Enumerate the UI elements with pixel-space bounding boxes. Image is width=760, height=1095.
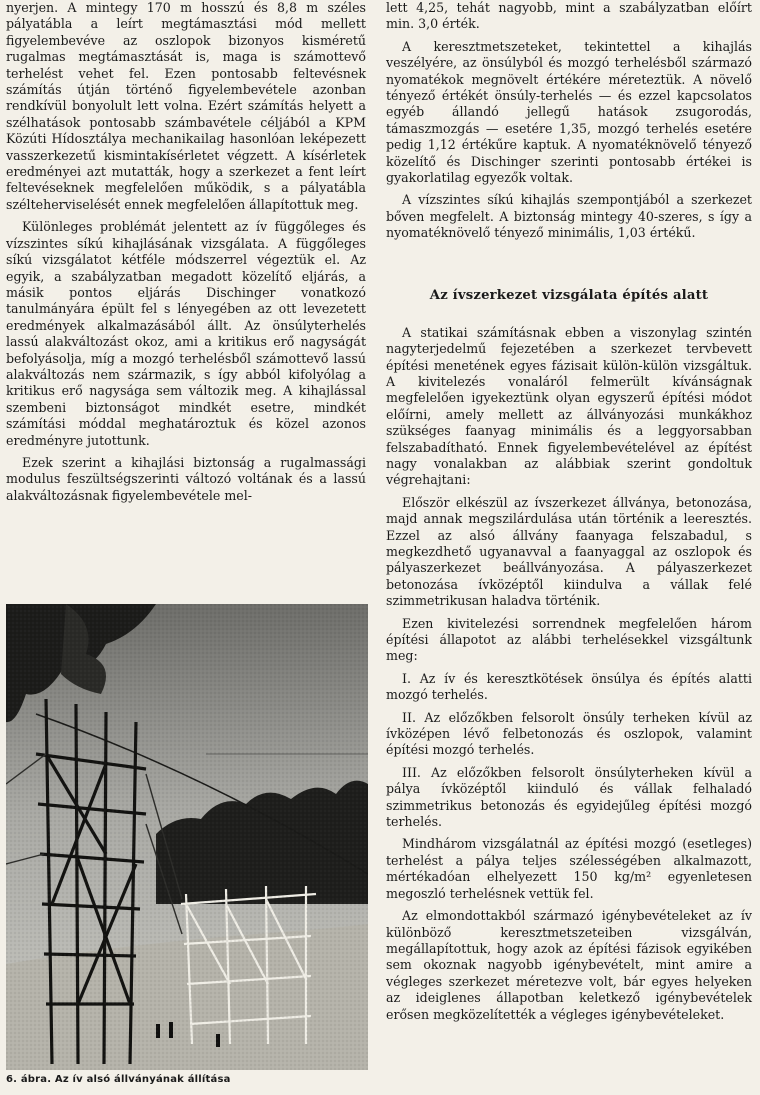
figure-caption: 6. ábra. Az ív alsó állványának állítása [6, 1074, 231, 1085]
section-heading: Az ívszerkezet vizsgálata építés alatt [429, 287, 709, 303]
load-case-item-2: II. Az előzőkben felsorolt önsúly terheken kívül az ívközépen lévő felbetonozás és oszlopok, valamint építési mozgó terhelés. [386, 709, 752, 758]
right-body-paragraph-1: A statikai számításnak ebben a viszonylag szintén nagyterjedelmű fejezetében a szerkezet tervbevett építési menetének egyes fázisait külön-külön vizsgáltuk. A kivitelezés vonaláról felmerült kívánságnak megfelelően igyekeztünk olyan egyszerű építési módot előírni, amely mellett az állványozási munkákhoz szükséges faanyag minimális és a leggyorsabban felszabadítható. Ennek figyelembevételével az építést nagy vonalakban az alábbiak szerint gondoltuk végrehajtani: [386, 324, 752, 488]
right-closing-paragraph-1: Mindhárom vizsgálatnál az építési mozgó (esetleges) terhelést a pálya teljes szélességében alkalmazott, mértékadóan elhelyezett 150 kg/m² egyenletesen megoszló terhelésnek vettük fel. [386, 836, 752, 901]
load-case-item-3: III. Az előzőkben felsorolt önsúlyterheken kívül a pálya ívközéptől kiinduló és vállak felhaladó szimmetrikus betonozás és egyidejűleg építési mozgó terhelés. [386, 764, 752, 830]
right-intro-paragraph-1: lett 4,25, tehát nagyobb, mint a szabályzatban előírt min. 3,0 érték. [386, 0, 752, 32]
right-intro-paragraph-2: A keresztmetszeteket, tekintettel a kihajlás veszélyére, az önsúlyból és mozgó terhelésből származó nyomatékok megnövelt értékére méreteztük. A növelő tényező értékét önsúly-terhelés — és ezzel kapcsolatos egyéb állandó jellegű hatások zsugorodás, támaszmozgás — esetére 1,35, mozgó terhelés esetére pedig 1,12 értékűre kaptuk. A nyomatéknövelő tényező közelítő és Dischinger szerinti pontosabb értékei is gyakorlatilag egyezők voltak. [386, 38, 752, 186]
left-paragraph-3: Ezek szerint a kihajlási biztonság a rugalmassági modulus feszültségszerinti változó voltának és a lassú alakváltozásnak figyelembevétele mel- [6, 454, 366, 503]
construction-photo [6, 604, 368, 1070]
left-column [6, 0, 366, 504]
right-body-paragraph-3: Ezen kivitelezési sorrendnek megfelelően három építési állapotot az alábbi terhelésekkel vizsgáltunk meg: [386, 615, 752, 664]
right-column [386, 0, 752, 1023]
right-intro-paragraph-3: A vízszintes síkú kihajlás szempontjából a szerkezet bőven megfelelt. A biztonság mintegy 40-szeres, s így a nyomatéknövelő tényező minimális, 1,03 értékű. [386, 192, 752, 241]
scaffolding-photo-illustration [6, 604, 368, 1070]
left-paragraph-1: nyerjen. A mintegy 170 m hosszú és 8,8 m széles pályatábla a leírt megtámasztási mód mellett figyelembevéve az oszlopok bizonyos kisméretű rugalmas megtámasztását is, maga is számottevő terhelést vehet fel. Ezen pontosabb feltevésnek számítás útján történő figyelembevétele azonban rendkívül bonyolult lett volna. Ezért számítás helyett a szélhatások pontosabb számbavétele céljából a KPM Közúti Hídosztálya mechanikailag hasonlóan leképezett vasszerkezetű kismintakísérletet végzett. A kísérletek eredményei azt mutatták, hogy a szerkezet a fent leírt feltevéseknek megfelelően működik, s a pályatábla szélteherviselését ennek megfelelően állapítottuk meg. [6, 0, 366, 212]
right-closing-paragraph-2: Az elmondottakból származó igénybevételeket az ív különböző keresztmetszeteiben vizsgálván, megállapítottuk, hogy azok az építési fázisok egyikében sem okoznak nagyobb igénybevételt, mint amire a végleges szerkezet méretezve volt, bár egyes helyeken az ideiglenes állapotban keletkező igénybevételek erősen megközelítették a végleges igénybevételeket. [386, 908, 752, 1022]
right-body-paragraph-2: Először elkészül az ívszerkezet állványa, betonozása, majd annak megszilárdulása után történik a leeresztés. Ezzel az alsó állvány faanyaga felszabadul, s megkezdhető ugyanavval a faanyaggal az oszlopok és pályaszerkezet beállványozása. A pályaszerkezet betonozása ívközéptől kiindulva a vállak felé szimmetrikusan haladva történik. [386, 494, 752, 609]
load-case-item-1: I. Az ív és keresztkötések önsúlya és építés alatti mozgó terhelés. [386, 670, 752, 703]
left-paragraph-2: Különleges problémát jelentett az ív függőleges és vízszintes síkú kihajlásának vizsgálata. A függőleges síkú vizsgálatot kétféle módszerrel végeztük el. Az egyik, a szabályzatban megadott közelítő eljárás, a másik pontos eljárás Dischinger vonatkozó tanulmányára épült fel s lényegében az ott levezetett eredmények alkalmazásából állt. Az önsúlyterhelés lassú alakváltozást okoz, ami a kritikus erő nagyságát befolyásolja, míg a mozgó terhelésből számottevő lassú alakváltozás nem származik, s így abból kifolyólag a kritikus erő nagysága sem változik meg. A kihajlással szembeni biztonságot mindkét esetre, mindkét számítási móddal meghatároztuk és közel azonos eredményre jutottunk. [6, 219, 366, 448]
